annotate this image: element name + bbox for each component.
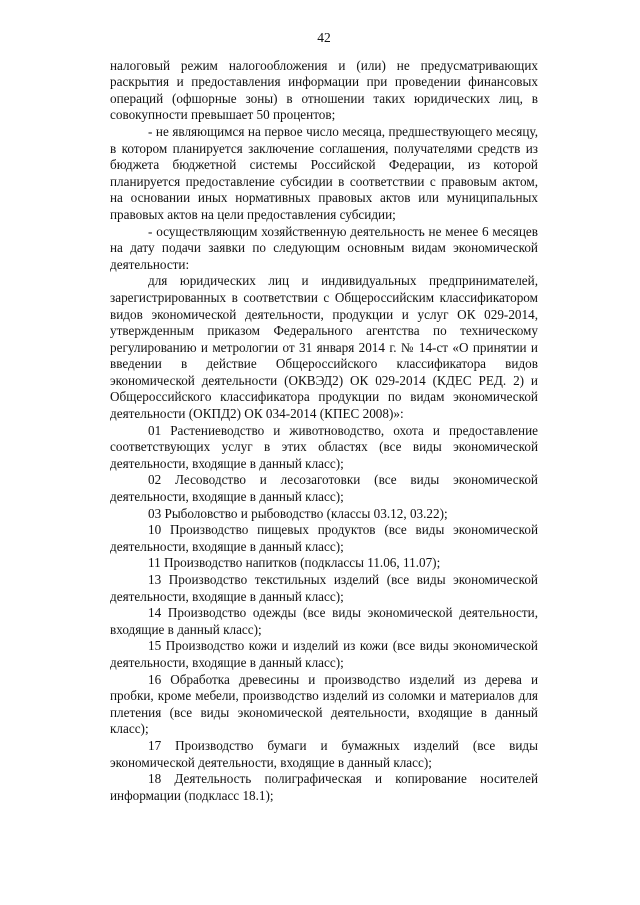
paragraph: 15 Производство кожи и изделий из кожи (все виды экономической деятельности, входящие в данный класс); (110, 638, 538, 670)
paragraph: 14 Производство одежды (все виды экономической деятельности, входящие в данный класс); (110, 605, 538, 637)
paragraph: 17 Производство бумаги и бумажных изделий (все виды экономической деятельности, входящие в данный класс); (110, 737, 538, 770)
paragraph: 02 Лесоводство и лесозаготовки (все виды экономической деятельности, входящие в данный класс); (110, 472, 538, 505)
document-body (110, 58, 538, 805)
paragraph: налоговый режим налогообложения и (или) не предусматривающих раскрытия и предоставления информации при проведении финансовых операций (офшорные зоны) в отношении таких юридических лиц, в совокупности превышает 50 процентов; (110, 57, 538, 123)
paragraph: 01 Растениеводство и животноводство, охота и предоставление соответствующих услуг в этих областях (все виды экономической деятельности, входящие в данный класс); (110, 422, 538, 471)
paragraph: - не являющимся на первое число месяца, предшествующего месяцу, в котором планируется заключение соглашения, получателями средств из бюджета бюджетной системы Российской Федерации, из которой планируется предоставление субсидии в соответствии с правовым актом, на основании иных нормативных правовых актов или муниципальных правовых актов на цели предоставления субсидии; (110, 123, 538, 222)
document-page (110, 30, 538, 804)
paragraph: 13 Производство текстильных изделий (все виды экономической деятельности, входящие в данный класс); (110, 572, 538, 604)
paragraph: 10 Производство пищевых продуктов (все виды экономической деятельности, входящие в данный класс); (110, 522, 538, 554)
paragraph: 18 Деятельность полиграфическая и копирование носителей информации (подкласс 18.1); (110, 771, 538, 803)
paragraph: 03 Рыболовство и рыбоводство (классы 03.12, 03.22); (148, 505, 448, 521)
paragraph: 11 Производство напитков (подклассы 11.06, 11.07); (148, 555, 441, 571)
paragraph: 16 Обработка древесины и производство изделий из дерева и пробки, кроме мебели, производство изделий из соломки и материалов для плетения (все виды экономической деятельности, входящие в данный класс); (110, 671, 538, 737)
paragraph: - осуществляющим хозяйственную деятельность не менее 6 месяцев на дату подачи заявки по следующим основным видам экономической деятельности: (110, 223, 538, 272)
page-number: 42 (317, 30, 331, 45)
paragraph: для юридических лиц и индивидуальных предпринимателей, зарегистрированных в соответствии с Общероссийским классификатором видов экономической деятельности, продукции и услуг ОК 029-2014, утвержденным приказом Федерального агентства по техническому регулированию и метрологии от 31 января 2014 г. № 14-ст «О принятии и введении в действие Общероссийского классификатора видов экономической деятельности (ОКВЭД2) ОК 029-2014 (КДЕС РЕД. 2) и Общероссийского классификатора продукции по видам экономической деятельности (ОКПД2) ОК 034-2014 (КПЕС 2008)»: (110, 273, 538, 422)
